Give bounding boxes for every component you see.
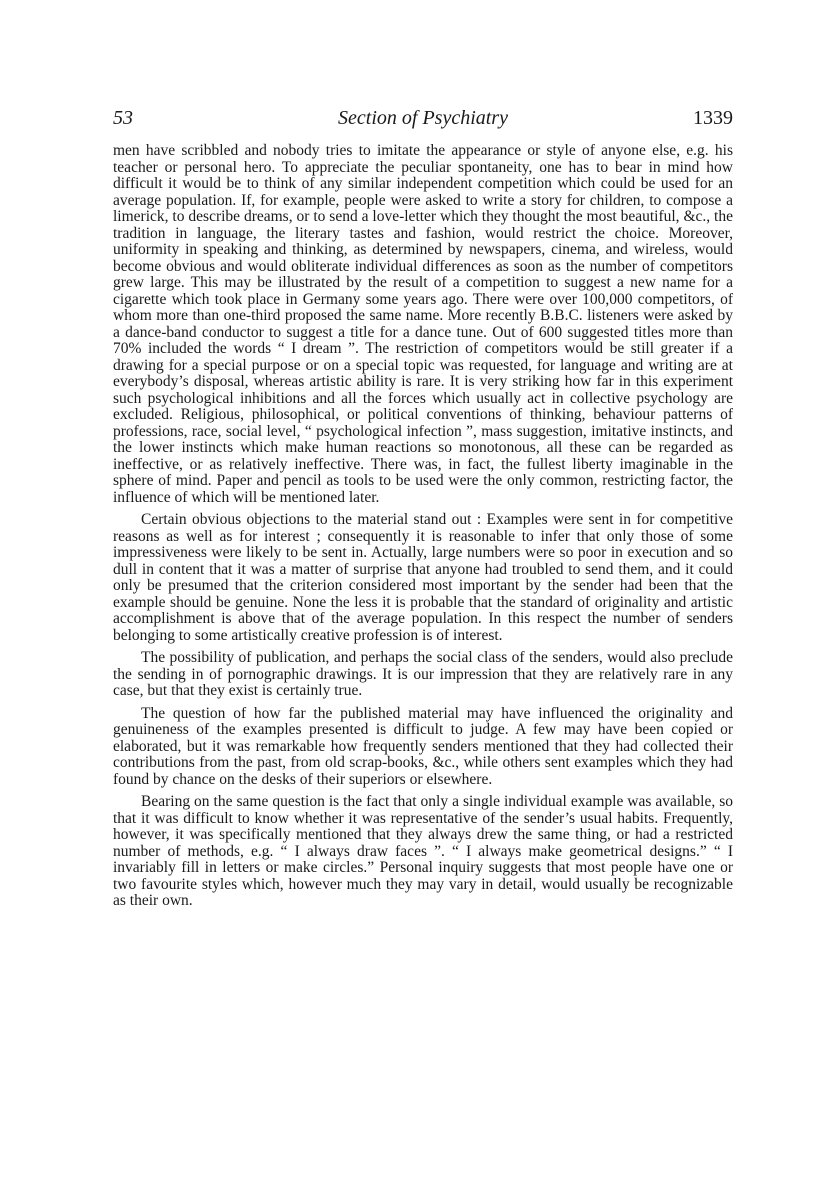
running-header [113,104,733,132]
paragraph-influence: The question of how far the published material may have influenced the originality and genuineness of the examples presented is difficult to judge. A few may have been copied or elaborated, but it was remarkable how frequently senders mentioned that they had collected their contributions from the past, from old scrap-books, &c., while others sent examples which they had found by chance on the desks of their superiors or elsewhere. [113,704,733,788]
page-number-right: 1339 [693,107,733,129]
paragraph-objections: Certain obvious objections to the material stand out : Examples were sent in for competitive reasons as well as for interest ; consequently it is reasonable to infer that only those of some impressiveness were likely to be sent in. Actually, large numbers were so poor in execution and so dull in content that it was a matter of surprise that anyone had troubled to send them, and it could only be presumed that the criterion considered most important by the sender had been that the example should be genuine. None the less it is probable that the standard of originality and artistic accomplishment is above that of the average population. In this respect the number of senders belonging to some artistically creative profession is of interest. [113,511,733,644]
paragraph-single-example: Bearing on the same question is the fact that only a single individual example was available, so that it was difficult to know whether it was representative of the sender’s usual habits. Frequently, however, it was specifically mentioned that they always drew the same thing, or had a restricted number of methods, e.g. “ I always draw faces ”. “ I always make geometrical designs.” “ I invariably fill in letters or make circles.” Personal inquiry suggests that most people have one or two favourite styles which, however much they may vary in detail, would usually be recognizable as their own. [113,793,733,909]
article-body [113,143,733,916]
section-title: Section of Psychiatry [338,107,508,129]
page-number-left: 53 [113,107,133,129]
paragraph-publication: The possibility of publication, and perhaps the social class of the senders, would also preclude the sending in of pornographic drawings. It is our impression that they are relatively rare in any case, but that they exist is certainly true. [113,649,733,699]
paragraph-continuation: men have scribbled and nobody tries to imitate the appearance or style of anyone else, e.g. his teacher or personal hero. To appreciate the peculiar spontaneity, one has to bear in mind how difficult it would be to think of any similar independent competition which could be used for an average population. If, for example, people were asked to write a story for children, to compose a limerick, to describe dreams, or to send a love-letter which they thought the most beautiful, &c., the tradition in language, the literary tastes and fashion, would restrict the choice. Moreover, uniformity in speaking and thinking, as determined by newspapers, cinema, and wireless, would become obvious and would obliterate individual differences as soon as the number of competitors grew large. This may be illustrated by the result of a competition to suggest a new name for a cigarette which took place in Germany some years ago. There were over 100,000 competitors, of whom more than one-third proposed the same name. More recently B.B.C. listeners were asked by a dance-band conductor to suggest a title for a dance tune. Out of 600 suggested titles more than 70% included the words “ I dream ”. The restriction of competitors would be still greater if a drawing for a special purpose or on a special topic was requested, for language and writing are at everybody’s disposal, whereas artistic ability is rare. It is very striking how far in this experiment such psychological inhibitions and all the forces which usually act in collective psychology are excluded. Religious, philosophical, or political conventions of thinking, behaviour patterns of professions, race, social level, “ psychological infection ”, mass suggestion, imitative instincts, and the lower instincts which make human reactions so monotonous, all these can be regarded as ineffective, or as relatively ineffective. There was, in fact, the fullest liberty imaginable in the sphere of mind. Paper and pencil as tools to be used were the only common, restricting factor, the influence of which will be mentioned later. [113,142,733,506]
